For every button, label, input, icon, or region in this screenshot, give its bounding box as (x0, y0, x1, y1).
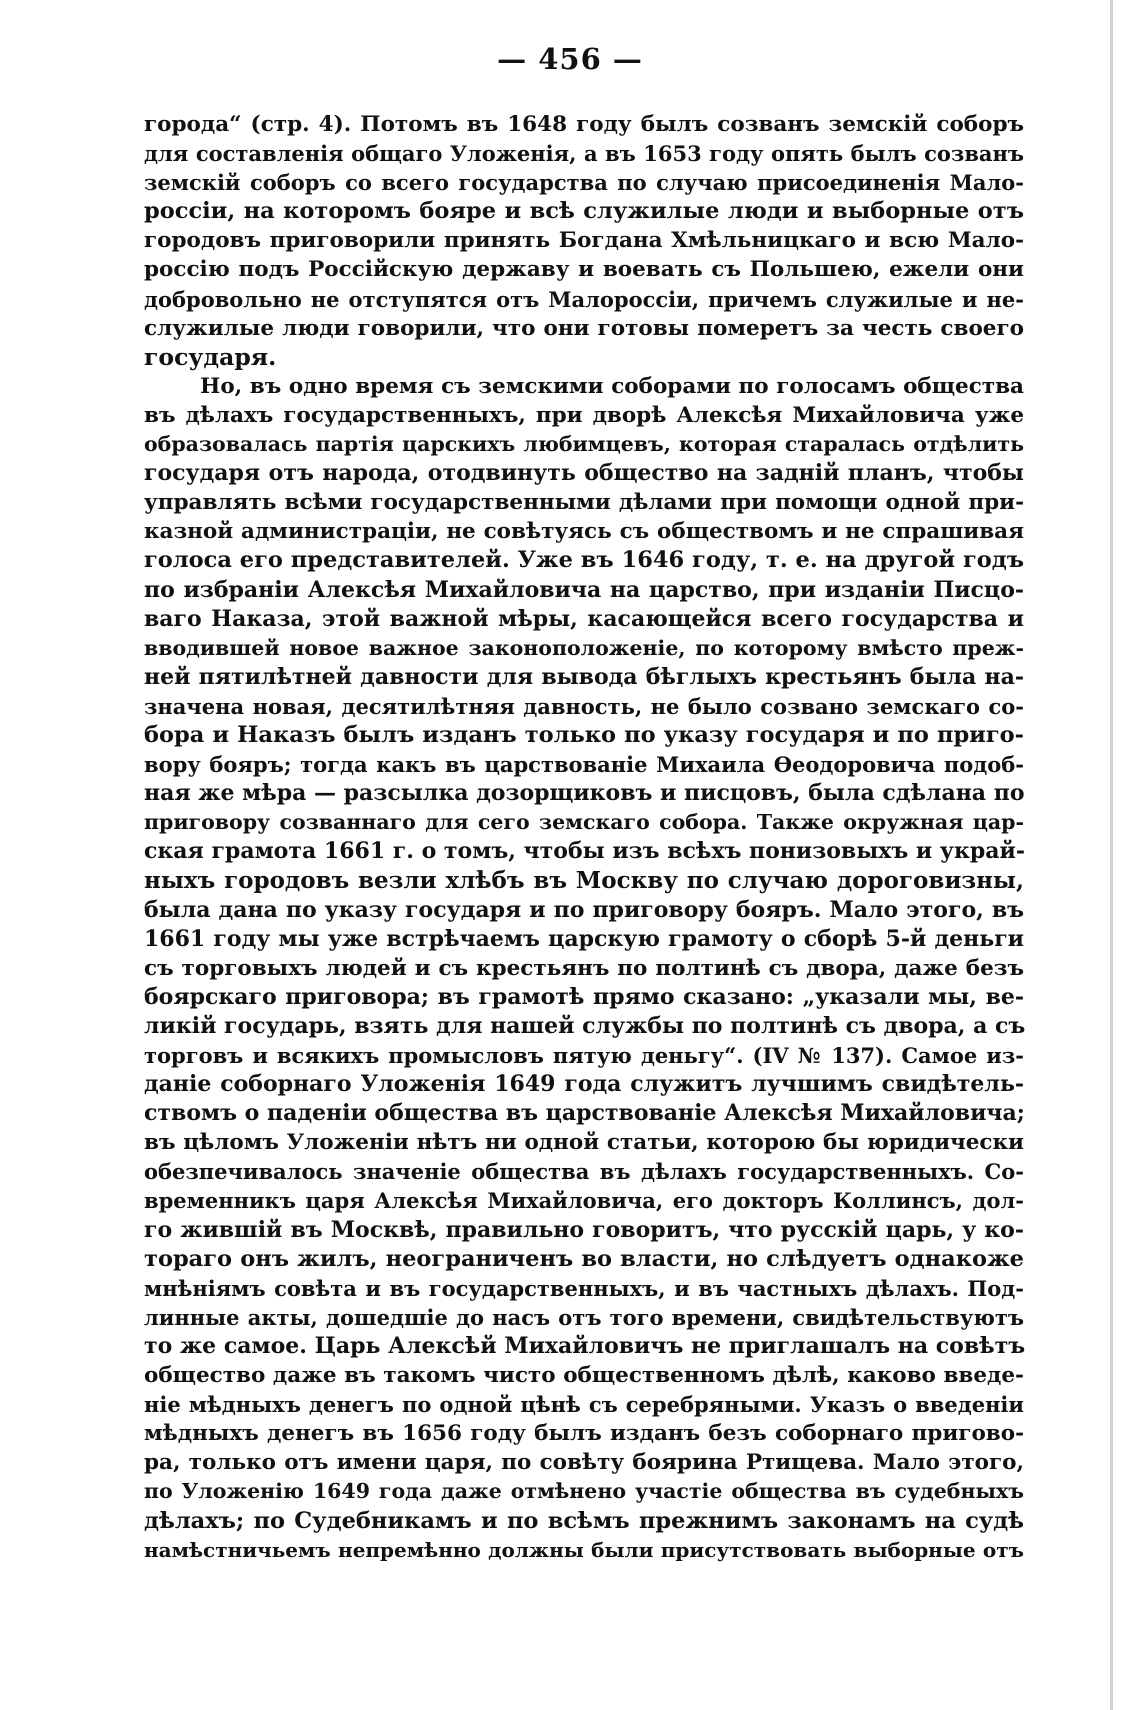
text-line: тораго онъ жилъ, неограниченъ во власти, но слѣдуетъ однакоже (144, 1245, 1024, 1272)
text-line: обезпечивалось значеніе общества въ дѣлахъ государственныхъ. Со- (144, 1159, 1024, 1185)
page-edge-line (1110, 0, 1113, 1710)
text-line: города“ (стр. 4). Потомъ въ 1648 году былъ созванъ земскій соборъ (144, 112, 1024, 137)
text-line: для составленія общаго Уложенія, а въ 1653 году опять былъ созванъ (144, 141, 1024, 167)
paragraph-end-line: государя. (144, 342, 277, 371)
paragraph-start-line: Но, въ одно время съ земскими соборами по голосамъ общества (200, 373, 1024, 399)
text-line: россіи, на которомъ бояре и всѣ служилые люди и выборные отъ (144, 198, 1024, 225)
text-line: значена новая, десятилѣтняя давность, не было созвано земскаго со- (144, 693, 1024, 719)
text-line: государя отъ народа, отодвинуть общество на задній планъ, чтобы (144, 460, 1024, 487)
text-line: ней пятилѣтней давности для вывода бѣглыхъ крестьянъ была на- (144, 663, 1024, 690)
text-line: общество даже въ такомъ чисто общественномъ дѣлѣ, каково введе- (144, 1363, 1024, 1389)
text-line: казной администраціи, не совѣтуясь съ обществомъ и не спрашивая (144, 519, 1024, 545)
text-line: ликій государь, взять для нашей службы по полтинѣ съ двора, а съ (144, 1012, 1026, 1039)
body-text (144, 110, 1024, 1565)
text-line: по избраніи Алексѣя Михайловича на царство, при изданіи Писцо- (144, 576, 1024, 603)
text-line: то же самое. Царь Алексѣй Михайловичъ не приглашалъ на совѣтъ (144, 1332, 1026, 1359)
text-line: была дана по указу государя и по приговору бояръ. Мало этого, въ (144, 896, 1024, 923)
text-line: земскій соборъ со всего государства по случаю присоединенія Мало- (144, 170, 1024, 196)
text-line: служилые люди говорили, что они готовы померетъ за честь своего (144, 315, 1024, 341)
text-line: мнѣніямъ совѣта и въ государственныхъ, и въ частныхъ дѣлахъ. Под- (144, 1275, 1024, 1301)
text-line: съ торговыхъ людей и съ крестьянъ по полтинѣ съ двора, даже безъ (144, 955, 1024, 981)
text-line: ваго Наказа, этой важной мѣры, касающейся всего государства и (144, 605, 1024, 632)
text-line: голоса его представителей. Уже въ 1646 году, т. е. на другой годъ (144, 547, 1024, 574)
text-line: дѣлахъ; по Судебникамъ и по всѣмъ прежнимъ законамъ на судѣ (144, 1507, 1024, 1534)
text-line: линные акты, дошедшіе до насъ отъ того времени, свидѣтельствуютъ (144, 1304, 1024, 1330)
text-line: даніе соборнаго Уложенія 1649 года служитъ лучшимъ свидѣтель- (144, 1071, 1024, 1098)
text-line: добровольно не отступятся отъ Малороссіи, причемъ служилые и не- (144, 286, 1024, 312)
text-line: временникъ царя Алексѣя Михайловича, его докторъ Коллинсъ, дол- (144, 1188, 1024, 1214)
text-line: въ дѣлахъ государственныхъ, при дворѣ Алексѣя Михайловича уже (144, 402, 1024, 428)
text-line: ствомъ о паденіи общества въ царствованіе Алексѣя Михайловича; (144, 1100, 1025, 1127)
text-line: управлять всѣми государственными дѣлами при помощи одной при- (144, 490, 1024, 516)
text-line: россію подъ Россійскую державу и воевать съ Польшею, ежели они (144, 257, 1024, 283)
text-line: намѣстничьемъ непремѣнно должны были присутствовать выборные отъ (144, 1537, 1024, 1562)
text-line: торговъ и всякихъ промысловъ пятую деньгу“. (IV № 137). Самое из- (144, 1043, 1024, 1068)
text-line: го жившій въ Москвѣ, правильно говоритъ, что русскій царь, у ко- (144, 1216, 1024, 1243)
text-line: мѣдныхъ денегъ въ 1656 году былъ изданъ безъ соборнаго пригово- (144, 1421, 1024, 1447)
text-line: ра, только отъ имени царя, по совѣту боярина Ртищева. Мало этого, (144, 1450, 1024, 1476)
text-line: ніе мѣдныхъ денегъ по одной цѣнѣ съ серебряными. Указъ о введеніи (144, 1392, 1024, 1418)
text-line: боярскаго приговора; въ грамотѣ прямо сказано: „указали мы, ве- (144, 983, 1024, 1010)
text-line: городовъ приговорили принять Богдана Хмѣльницкаго и всю Мало- (144, 228, 1024, 254)
text-line: ская грамота 1661 г. о томъ, чтобы изъ всѣхъ понизовыхъ и украй- (144, 838, 1025, 865)
text-line: въ цѣломъ Уложеніи нѣтъ ни одной статьи, которою бы юридически (144, 1130, 1024, 1156)
page-number: — 456 — (497, 42, 643, 76)
text-line: ная же мѣра — разсылка дозорщиковъ и писцовъ, была сдѣлана по (144, 780, 1025, 807)
text-line: ныхъ городовъ везли хлѣбъ въ Москву по случаю дороговизны, (144, 867, 1024, 895)
text-line: по Уложенію 1649 года даже отмѣнено участіе общества въ судебныхъ (144, 1479, 1024, 1504)
text-line: бора и Наказъ былъ изданъ только по указу государя и по приго- (144, 721, 1024, 748)
text-line: вору бояръ; тогда какъ въ царствованіе Михаила Ѳеодоровича подоб- (144, 752, 1024, 778)
text-line: вводившей новое важное законоположеніе, по которому вмѣсто преж- (144, 635, 1024, 660)
text-line: 1661 году мы уже встрѣчаемъ царскую грамоту о сборѣ 5-й деньги (144, 925, 1024, 952)
text-line: образовалась партія царскихъ любимцевъ, которая старалась отдѣлить (144, 432, 1024, 457)
text-line: приговору созваннаго для сего земскаго собора. Также окружная цар- (144, 810, 1024, 835)
